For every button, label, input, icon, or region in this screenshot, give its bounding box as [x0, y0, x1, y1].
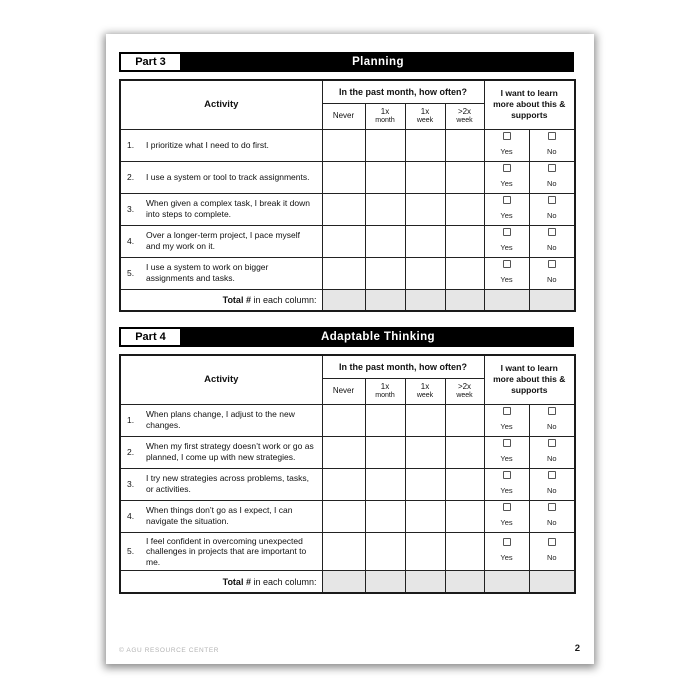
cell-2x-week[interactable] [445, 129, 484, 161]
cell-never[interactable] [322, 257, 365, 289]
cell-1x-week[interactable] [405, 161, 445, 193]
cell-1x-week[interactable] [405, 129, 445, 161]
header-frequency: In the past month, how often? [322, 80, 484, 103]
cell-1x-month[interactable] [365, 404, 405, 436]
checkbox-no-icon[interactable] [548, 260, 556, 268]
activity-row [120, 468, 575, 500]
activity-row [120, 129, 575, 161]
cell-learn-no [529, 129, 575, 161]
cell-1x-week[interactable] [405, 468, 445, 500]
section-part-3 [119, 52, 582, 312]
header-activity: Activity [120, 80, 322, 129]
activity-row [120, 500, 575, 532]
activity-text: When things don’t go as I expect, I can navigate the situation. [146, 505, 293, 526]
header-never: Never [322, 103, 365, 129]
cell-learn-yes [484, 129, 529, 161]
activity-row [120, 436, 575, 468]
activity-cell [120, 257, 322, 289]
activity-row [120, 257, 575, 289]
total-cell-1x-month[interactable] [365, 289, 405, 311]
no-label: No [546, 210, 557, 220]
cell-1x-month[interactable] [365, 257, 405, 289]
activity-text: I prioritize what I need to do first. [146, 139, 269, 150]
cell-learn-yes [484, 404, 529, 436]
part-3-table [119, 79, 576, 312]
cell-never[interactable] [322, 225, 365, 257]
checkbox-yes-icon[interactable] [503, 439, 511, 447]
total-row [120, 289, 575, 311]
activity-number: 4. [127, 511, 135, 521]
yes-label: Yes [500, 210, 513, 220]
cell-never[interactable] [322, 404, 365, 436]
page-number: 2 [574, 643, 580, 654]
header-learn-more: I want to learn more about this & supports [484, 80, 575, 129]
cell-learn-no [529, 468, 575, 500]
activity-number: 5. [127, 546, 135, 557]
cell-1x-week[interactable] [405, 404, 445, 436]
total-cell-never[interactable] [322, 289, 365, 311]
table-header-row-1 [120, 80, 575, 103]
activity-number: 3. [127, 204, 135, 214]
cell-learn-no [529, 436, 575, 468]
cell-learn-yes [484, 225, 529, 257]
cell-1x-week[interactable] [405, 532, 445, 571]
activity-text: I use a system or tool to track assignments. [146, 171, 310, 182]
activity-text: When plans change, I adjust to the new changes. [146, 409, 295, 430]
activity-number: 1. [127, 415, 135, 425]
total-cell-no[interactable] [529, 289, 575, 311]
cell-learn-no [529, 500, 575, 532]
cell-never[interactable] [322, 436, 365, 468]
checkbox-yes-icon[interactable] [503, 164, 511, 172]
cell-2x-week[interactable] [445, 161, 484, 193]
activity-text: I feel confident in overcoming unexpected challenges in projects that are important to me. [146, 535, 307, 567]
yes-label: Yes [500, 421, 513, 431]
part-4-title: Adaptable Thinking [321, 331, 435, 343]
checkbox-no-icon[interactable] [548, 228, 556, 236]
page-footer [119, 643, 580, 654]
cell-1x-month[interactable] [365, 193, 405, 225]
yes-label: Yes [500, 453, 513, 463]
cell-learn-no [529, 225, 575, 257]
checkbox-yes-icon[interactable] [503, 260, 511, 268]
table-header-row-1 [120, 355, 575, 378]
cell-learn-yes [484, 500, 529, 532]
activity-number: 2. [127, 447, 135, 457]
total-label: Total # in each column: [120, 289, 322, 311]
activity-cell [120, 532, 322, 571]
checkbox-yes-icon[interactable] [503, 407, 511, 415]
header-1x-week: 1x week [405, 378, 445, 404]
total-cell-yes[interactable] [484, 289, 529, 311]
cell-1x-month[interactable] [365, 436, 405, 468]
checkbox-no-icon[interactable] [548, 132, 556, 140]
total-label: Total # in each column: [120, 571, 322, 593]
activity-row [120, 532, 575, 571]
yes-label: Yes [500, 242, 513, 252]
activity-cell [120, 161, 322, 193]
no-label: No [546, 421, 557, 431]
activity-text: When my first strategy doesn’t work or go as planned, I come up with new strategies. [146, 441, 314, 462]
checkbox-no-icon[interactable] [548, 407, 556, 415]
cell-2x-week[interactable] [445, 404, 484, 436]
activity-text: I use a system to work on bigger assignments and tasks. [146, 262, 269, 283]
yes-label: Yes [500, 178, 513, 188]
header-2x-week: >2x week [445, 103, 484, 129]
total-cell-1x-week[interactable] [405, 571, 445, 593]
total-row [120, 571, 575, 593]
checkbox-yes-icon[interactable] [503, 228, 511, 236]
activity-cell [120, 225, 322, 257]
activity-cell [120, 500, 322, 532]
checkbox-yes-icon[interactable] [503, 471, 511, 479]
checkbox-yes-icon[interactable] [503, 503, 511, 511]
cell-1x-week[interactable] [405, 436, 445, 468]
cell-learn-yes [484, 193, 529, 225]
no-label: No [546, 453, 557, 463]
cell-1x-month[interactable] [365, 500, 405, 532]
header-never: Never [322, 378, 365, 404]
total-cell-no[interactable] [529, 571, 575, 593]
header-1x-week: 1x week [405, 103, 445, 129]
cell-never[interactable] [322, 500, 365, 532]
cell-1x-week[interactable] [405, 225, 445, 257]
header-2x-week: >2x week [445, 378, 484, 404]
cell-learn-yes [484, 436, 529, 468]
cell-learn-no [529, 257, 575, 289]
no-label: No [546, 552, 557, 562]
header-1x-month: 1x month [365, 378, 405, 404]
checkbox-no-icon[interactable] [548, 471, 556, 479]
activity-row [120, 161, 575, 193]
cell-learn-yes [484, 257, 529, 289]
activity-row [120, 225, 575, 257]
cell-learn-yes [484, 468, 529, 500]
part-4-title-bar [119, 327, 574, 347]
total-cell-2x-week[interactable] [445, 289, 484, 311]
activity-cell [120, 193, 322, 225]
cell-1x-week[interactable] [405, 193, 445, 225]
activity-cell [120, 436, 322, 468]
total-cell-never[interactable] [322, 571, 365, 593]
cell-1x-month[interactable] [365, 129, 405, 161]
cell-never[interactable] [322, 468, 365, 500]
part-4-table [119, 354, 576, 594]
header-activity: Activity [120, 355, 322, 404]
activity-text: When given a complex task, I break it down into steps to complete. [146, 198, 310, 219]
total-cell-2x-week[interactable] [445, 571, 484, 593]
cell-learn-no [529, 193, 575, 225]
no-label: No [546, 517, 557, 527]
checkbox-yes-icon[interactable] [503, 196, 511, 204]
yes-label: Yes [500, 552, 513, 562]
cell-1x-week[interactable] [405, 500, 445, 532]
part-3-label-box [119, 52, 182, 72]
activity-row [120, 193, 575, 225]
cell-2x-week[interactable] [445, 468, 484, 500]
yes-label: Yes [500, 146, 513, 156]
activity-number: 3. [127, 479, 135, 489]
part-4-label-box [119, 327, 182, 347]
header-learn-more: I want to learn more about this & supports [484, 355, 575, 404]
total-cell-1x-week[interactable] [405, 289, 445, 311]
cell-1x-week[interactable] [405, 257, 445, 289]
cell-1x-month[interactable] [365, 225, 405, 257]
cell-1x-month[interactable] [365, 468, 405, 500]
checkbox-no-icon[interactable] [548, 538, 556, 546]
checkbox-no-icon[interactable] [548, 503, 556, 511]
activity-cell [120, 129, 322, 161]
cell-1x-month[interactable] [365, 161, 405, 193]
total-cell-yes[interactable] [484, 571, 529, 593]
part-3-title: Planning [352, 56, 404, 68]
cell-1x-month[interactable] [365, 532, 405, 571]
cell-2x-week[interactable] [445, 193, 484, 225]
no-label: No [546, 178, 557, 188]
activity-number: 1. [127, 140, 135, 150]
part-4-label: Part 4 [135, 331, 166, 343]
no-label: No [546, 242, 557, 252]
yes-label: Yes [500, 485, 513, 495]
activity-text: I try new strategies across problems, tasks, or activities. [146, 473, 309, 494]
checkbox-no-icon[interactable] [548, 196, 556, 204]
checkbox-yes-icon[interactable] [503, 538, 511, 546]
checkbox-yes-icon[interactable] [503, 132, 511, 140]
activity-cell [120, 404, 322, 436]
header-frequency: In the past month, how often? [322, 355, 484, 378]
section-part-4 [119, 327, 582, 594]
cell-never[interactable] [322, 129, 365, 161]
total-cell-1x-month[interactable] [365, 571, 405, 593]
cell-2x-week[interactable] [445, 225, 484, 257]
yes-label: Yes [500, 517, 513, 527]
cell-learn-no [529, 532, 575, 571]
cell-learn-yes [484, 161, 529, 193]
activity-row [120, 404, 575, 436]
cell-never[interactable] [322, 161, 365, 193]
activity-number: 5. [127, 268, 135, 278]
activity-text: Over a longer-term project, I pace myself and my work on it. [146, 230, 301, 251]
yes-label: Yes [500, 274, 513, 284]
cell-2x-week[interactable] [445, 436, 484, 468]
header-1x-month: 1x month [365, 103, 405, 129]
no-label: No [546, 485, 557, 495]
copyright-text: © AGU RESOURCE CENTER [119, 647, 220, 654]
cell-learn-no [529, 161, 575, 193]
worksheet-page [106, 34, 594, 664]
activity-cell [120, 468, 322, 500]
cell-learn-no [529, 404, 575, 436]
cell-learn-yes [484, 532, 529, 571]
part-3-title-bar [119, 52, 574, 72]
cell-2x-week[interactable] [445, 500, 484, 532]
cell-2x-week[interactable] [445, 257, 484, 289]
cell-never[interactable] [322, 193, 365, 225]
checkbox-no-icon[interactable] [548, 164, 556, 172]
no-label: No [546, 146, 557, 156]
no-label: No [546, 274, 557, 284]
cell-2x-week[interactable] [445, 532, 484, 571]
activity-number: 4. [127, 236, 135, 246]
checkbox-no-icon[interactable] [548, 439, 556, 447]
part-3-label: Part 3 [135, 56, 166, 68]
activity-number: 2. [127, 172, 135, 182]
cell-never[interactable] [322, 532, 365, 571]
